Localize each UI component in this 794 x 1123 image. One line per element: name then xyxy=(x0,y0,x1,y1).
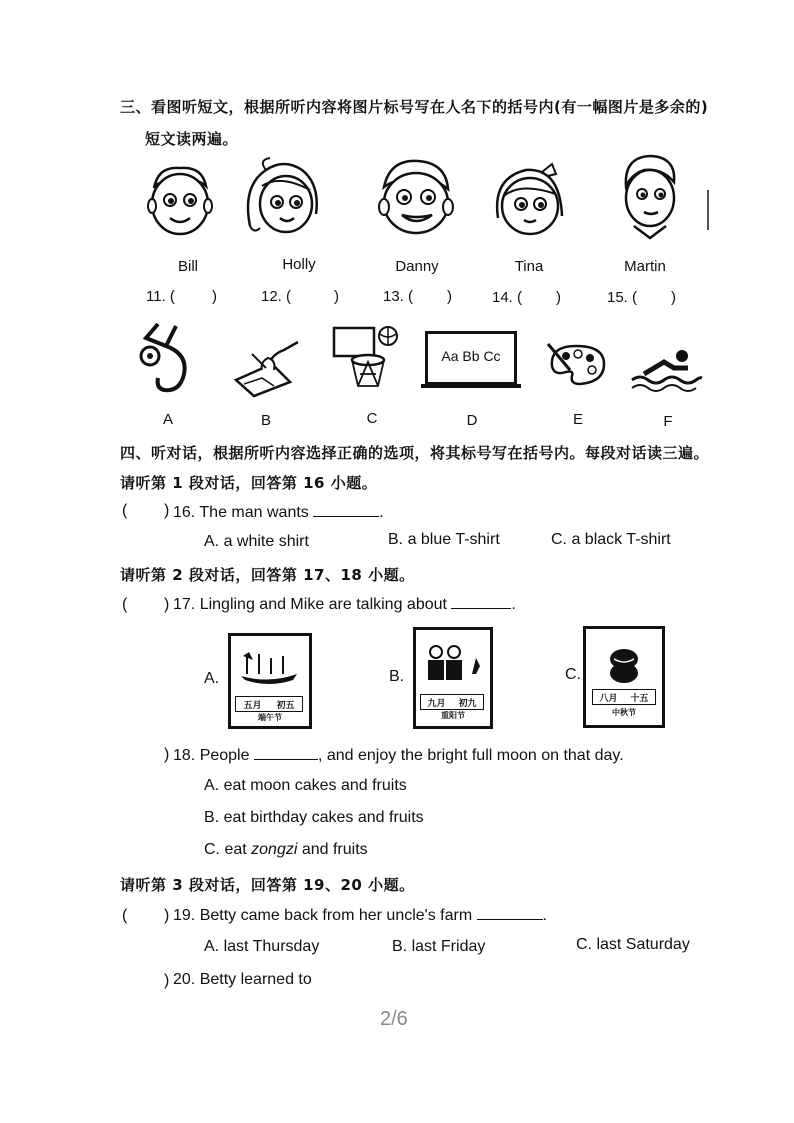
paint-palette-icon xyxy=(544,340,608,390)
q17-stem xyxy=(173,594,516,614)
blackboard-icon xyxy=(425,331,517,385)
question-12-number: 12. ( xyxy=(261,288,292,305)
q18-option-b: B. eat birthday cakes and fruits xyxy=(204,809,424,826)
q17-end: . xyxy=(511,596,516,613)
card-c-date-box xyxy=(592,689,656,705)
question-12-close: ) xyxy=(334,288,339,305)
question-15-close: ) xyxy=(671,289,676,306)
q16-close-paren: ) xyxy=(164,502,170,519)
person-name-danny: Danny xyxy=(395,258,439,275)
picture-label-f: F xyxy=(663,413,673,430)
section3-heading-cont: 短文读两遍。 xyxy=(145,130,239,148)
q19-option-a: A. last Thursday xyxy=(204,938,320,955)
blackboard-ledge xyxy=(421,384,521,388)
picture-label-b: B xyxy=(260,412,271,429)
section4-heading: 四、听对话，根据所听内容选择正确的选项，将其标号写在括号内。每段对话读三遍。 xyxy=(120,444,710,462)
card-c-date-left: 八月 xyxy=(599,693,618,704)
q18-text: 18. People xyxy=(173,747,250,764)
question-13-number: 13. ( xyxy=(383,288,414,305)
q18-close-paren: ) xyxy=(164,746,170,763)
q19-close-paren: ) xyxy=(164,907,170,924)
q18-blank xyxy=(254,745,318,760)
q17-blank xyxy=(451,594,511,609)
swimmer-icon xyxy=(630,348,704,390)
card-a-date-left: 五月 xyxy=(243,700,262,711)
q18-stem xyxy=(173,745,624,765)
dragon-boat-icon xyxy=(239,650,301,688)
card-b-date-right: 初九 xyxy=(458,698,477,709)
q18-option-c-pre: C. eat xyxy=(204,841,252,858)
q17-card-a-label: A. xyxy=(204,670,220,687)
card-a-date-right: 初五 xyxy=(276,700,295,711)
picture-label-d: D xyxy=(466,412,478,429)
q16-option-c: C. a black T-shirt xyxy=(551,531,671,548)
q16-open-paren: ( xyxy=(122,502,128,519)
q18-option-c-post: and fruits xyxy=(297,841,368,858)
q19-option-b: B. last Friday xyxy=(392,938,486,955)
q16-stem xyxy=(173,502,384,522)
q17-close-paren: ) xyxy=(164,596,170,613)
person-name-bill: Bill xyxy=(177,258,198,275)
boy-bill-face-icon xyxy=(140,160,220,240)
q19-stem xyxy=(173,905,547,925)
scan-edge-mark xyxy=(707,190,709,230)
question-11-number: 11. ( xyxy=(146,288,175,305)
page-cutoff xyxy=(100,1000,720,1012)
card-b-festival: 重阳节 xyxy=(441,711,465,720)
section3-heading: 三、看图听短文，根据所听内容将图片标号写在人名下的括号内(有一幅图片是多余的) xyxy=(120,98,709,116)
festival-card-b xyxy=(413,627,493,729)
boy-danny-face-icon xyxy=(370,155,460,245)
q19-blank xyxy=(477,905,543,920)
stethoscope-icon xyxy=(128,318,198,396)
elderly-couple-icon xyxy=(422,644,484,688)
drawing-hand-icon xyxy=(232,340,302,396)
moon-cake-icon xyxy=(604,645,644,685)
q17-open-paren: ( xyxy=(122,596,128,613)
q20-text: 20. Betty learned to xyxy=(173,971,312,988)
q18-rest: , and enjoy the bright full moon on that day. xyxy=(317,747,624,764)
dialog1-instruction: 请听第 1 段对话，回答第 16 小题。 xyxy=(120,474,378,492)
page-indicator: 2/6 xyxy=(380,1008,408,1030)
question-13-close: ) xyxy=(447,288,452,305)
q20-close-paren: ) xyxy=(164,972,170,989)
festival-card-a xyxy=(228,633,312,729)
q17-card-b-label: B. xyxy=(389,668,405,685)
person-name-martin: Martin xyxy=(624,258,666,275)
q16-option-a: A. a white shirt xyxy=(204,533,309,550)
dialog2-instruction: 请听第 2 段对话，回答第 17、18 小题。 xyxy=(120,566,415,584)
q16-option-b: B. a blue T-shirt xyxy=(388,531,500,548)
q16-end: . xyxy=(379,504,384,521)
person-name-holly: Holly xyxy=(282,256,316,273)
picture-label-e: E xyxy=(572,411,583,428)
card-c-festival: 中秋节 xyxy=(612,708,636,717)
q16-text: 16. The man wants xyxy=(173,504,309,521)
q18-option-a: A. eat moon cakes and fruits xyxy=(204,777,407,794)
q16-blank xyxy=(313,502,379,517)
blackboard-text: Aa Bb Cc xyxy=(441,348,501,364)
q18-option-c xyxy=(204,841,368,859)
q17-text: 17. Lingling and Mike are talking about xyxy=(173,596,447,613)
picture-label-c: C xyxy=(366,410,378,427)
q18-option-c-italic: zongzi xyxy=(251,841,298,858)
question-14-close: ) xyxy=(556,289,561,306)
picture-label-a: A xyxy=(162,411,173,428)
basketball-hoop-icon xyxy=(330,320,402,396)
card-a-date-box xyxy=(235,696,303,712)
q19-text: 19. Betty came back from her uncle's farm xyxy=(173,907,473,924)
dialog3-instruction: 请听第 3 段对话，回答第 19、20 小题。 xyxy=(120,876,415,894)
question-14-number: 14. ( xyxy=(492,289,523,306)
card-b-date-left: 九月 xyxy=(427,698,446,709)
boy-martin-face-icon xyxy=(614,152,684,244)
girl-tina-face-icon xyxy=(490,158,570,243)
q19-open-paren: ( xyxy=(122,907,128,924)
question-15-number: 15. ( xyxy=(607,289,638,306)
card-b-date-box xyxy=(420,694,484,710)
q19-end: . xyxy=(542,907,548,924)
card-c-date-right: 十五 xyxy=(630,693,649,704)
q19-option-c: C. last Saturday xyxy=(576,936,690,953)
person-name-tina: Tina xyxy=(514,258,544,275)
question-11-close: ) xyxy=(212,288,217,305)
q17-card-c-label: C. xyxy=(565,666,581,683)
girl-holly-face-icon xyxy=(240,156,330,246)
card-a-festival: 端午节 xyxy=(258,713,282,722)
festival-card-c xyxy=(583,626,665,728)
